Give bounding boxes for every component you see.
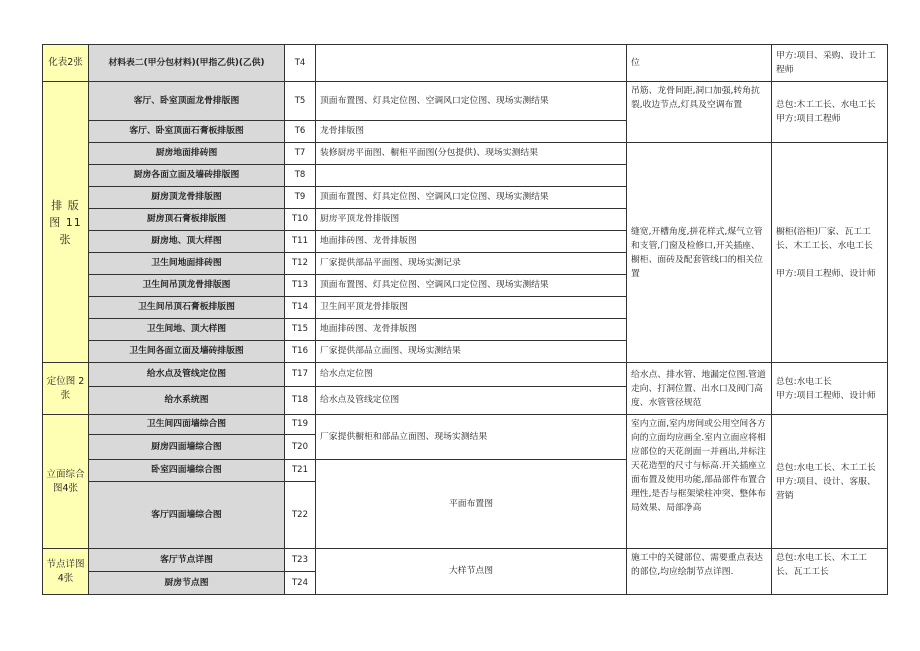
basis-nodes: 大样节点图	[316, 549, 627, 595]
drawing-basis: 地面排砖图、龙骨排版图	[316, 319, 627, 341]
drawing-name: 客厅、卧室顶面石膏板排版图	[89, 121, 285, 143]
drawing-code: T21	[285, 460, 316, 482]
drawing-name: 客厅四面墙综合图	[89, 482, 285, 549]
responsible-kitchen-bath-line2: 甲方:项目工程师、设计师	[776, 268, 876, 279]
responsible-kitchen-bath-line1: 橱柜(浴柜)厂家、瓦工工长、木工工长、水电工长	[776, 226, 873, 251]
drawing-basis: 厂家提供部品平面图、现场实测记录	[316, 253, 627, 275]
drawing-name: 厨房各面立面及墙砖排版图	[89, 165, 285, 187]
drawing-name: 卫生间地、顶大样图	[89, 319, 285, 341]
drawing-name: 厨房四面墙综合图	[89, 435, 285, 460]
drawing-code: T4	[285, 45, 316, 82]
drawing-name: 卧室四面墙综合图	[89, 460, 285, 482]
responsible-water-line1: 总包:水电工长	[776, 376, 832, 387]
drawing-name: 客厅、卧室顶面龙骨排版图	[89, 82, 285, 121]
responsible-elevation	[772, 415, 888, 549]
table-row	[43, 45, 888, 82]
drawing-code: T11	[285, 231, 316, 253]
drawing-code: T13	[285, 275, 316, 297]
drawing-name: 卫生间地面排砖图	[89, 253, 285, 275]
drawing-code: T18	[285, 387, 316, 415]
drawing-basis: 厨房平顶龙骨排版图	[316, 209, 627, 231]
drawing-code: T22	[285, 482, 316, 549]
drawing-code: T19	[285, 415, 316, 435]
drawing-basis: 顶面布置图、灯具定位图、空调风口定位图、现场实测结果	[316, 82, 627, 121]
responsible-water-line2: 甲方:项目工程师、设计师	[776, 390, 876, 401]
drawing-code: T5	[285, 82, 316, 121]
responsible-kitchen-bath	[772, 143, 888, 363]
responsible-elevation-line1: 总包:水电工长、木工工长	[776, 462, 876, 473]
requirement-ceiling: 吊筋、龙骨间距,洞口加强,转角抗裂,收边节点,灯具及空调布置	[627, 82, 772, 143]
drawing-basis: 厂家提供部品立面图、现场实测结果	[316, 341, 627, 363]
drawing-basis	[316, 165, 627, 187]
drawing-basis: 地面排砖图、龙骨排版图	[316, 231, 627, 253]
drawing-name: 客厅节点详图	[89, 549, 285, 572]
drawing-name: 卫生间吊顶龙骨排版图	[89, 275, 285, 297]
requirement-nodes: 施工中的关键部位、需要重点表达的部位,均应绘制节点详图.	[627, 549, 772, 595]
table-row	[43, 82, 888, 121]
drawing-code: T7	[285, 143, 316, 165]
drawing-name: 厨房地、顶大样图	[89, 231, 285, 253]
responsible-ceiling-line1: 总包:木工工长、水电工长	[776, 100, 876, 110]
requirement-elevation: 室内立面,室内房间或公用空间各方向的立面均应画全.室内立面应将相应部位的天花剖面一并画出,并标注天花造型的尺寸与标高.开关插座立面布置及使用功能,部品部件布置合理性,是否与框架梁柱冲突、整体布局效果、局部净高	[627, 415, 772, 549]
drawing-code: T23	[285, 549, 316, 572]
requirement-water: 给水点、排水管、地漏定位图.管道走向、打洞位置、出水口及阀门高度、水管管径规范	[627, 363, 772, 415]
responsible-elevation-line2: 甲方:项目、设计、客服、营销	[776, 476, 876, 501]
drawing-name: 卫生间各面立面及墙砖排版图	[89, 341, 285, 363]
responsible-nodes: 总包:水电工长、木工工长、瓦工工长	[772, 549, 888, 595]
drawing-code: T17	[285, 363, 316, 387]
responsible-ceiling-line2: 甲方:项目工程师	[776, 114, 841, 124]
drawing-basis	[316, 45, 627, 82]
requirement-materials: 位	[627, 45, 772, 82]
drawing-basis: 龙骨排版图	[316, 121, 627, 143]
drawing-code: T14	[285, 297, 316, 319]
responsible-materials: 甲方:项目、采购、设计工程师	[772, 45, 888, 82]
drawing-code: T24	[285, 572, 316, 595]
drawing-basis: 给水点定位图	[316, 363, 627, 387]
drawing-basis: 顶面布置图、灯具定位图、空调风口定位图、现场实测结果	[316, 187, 627, 209]
drawing-name: 给水系统图	[89, 387, 285, 415]
drawing-name: 厨房顶石膏板排版图	[89, 209, 285, 231]
drawing-code: T10	[285, 209, 316, 231]
drawing-list-table	[42, 44, 887, 604]
drawing-code: T9	[285, 187, 316, 209]
drawing-code: T20	[285, 435, 316, 460]
responsible-ceiling	[772, 82, 888, 143]
drawing-basis: 顶面布置图、灯具定位图、空调风口定位图、现场实测结果	[316, 275, 627, 297]
drawing-basis: 装修厨房平面图、橱柜平面图(分包提供)、现场实测结果	[316, 143, 627, 165]
drawing-code: T8	[285, 165, 316, 187]
drawing-name: 材料表二(甲分包材料)(甲指乙供)(乙供)	[89, 45, 285, 82]
drawing-name: 给水点及管线定位图	[89, 363, 285, 387]
drawing-basis: 卫生间平顶龙骨排版图	[316, 297, 627, 319]
category-layout: 排 版 图 11 张	[43, 82, 89, 363]
category-nodes: 节点详图4张	[43, 549, 89, 595]
drawing-name: 厨房节点图	[89, 572, 285, 595]
drawing-basis: 给水点及管线定位图	[316, 387, 627, 415]
drawing-code: T16	[285, 341, 316, 363]
drawing-name: 卫生间四面墙综合图	[89, 415, 285, 435]
basis-elevation-upper: 厂家提供橱柜和部品立面图、现场实测结果	[316, 415, 627, 460]
table-row	[43, 363, 888, 387]
basis-elevation-lower: 平面布置图	[316, 460, 627, 549]
category-materials: 化表2张	[43, 45, 89, 82]
table-row	[43, 415, 888, 435]
drawing-code: T15	[285, 319, 316, 341]
requirement-kitchen-bath: 缝宽,开槽角度,拼花样式,煤气立管和支管,门窗及检修口,开关插座、橱柜、面砖及配套管线口的相关位置	[627, 143, 772, 363]
table-row	[43, 549, 888, 572]
responsible-water	[772, 363, 888, 415]
category-elevation: 立面综合图4张	[43, 415, 89, 549]
drawing-code: T12	[285, 253, 316, 275]
category-positioning: 定位图 2张	[43, 363, 89, 415]
table-row	[43, 143, 888, 165]
drawing-code: T6	[285, 121, 316, 143]
drawing-name: 厨房地面排砖图	[89, 143, 285, 165]
drawing-name: 厨房顶龙骨排版图	[89, 187, 285, 209]
drawing-name: 卫生间吊顶石膏板排版图	[89, 297, 285, 319]
